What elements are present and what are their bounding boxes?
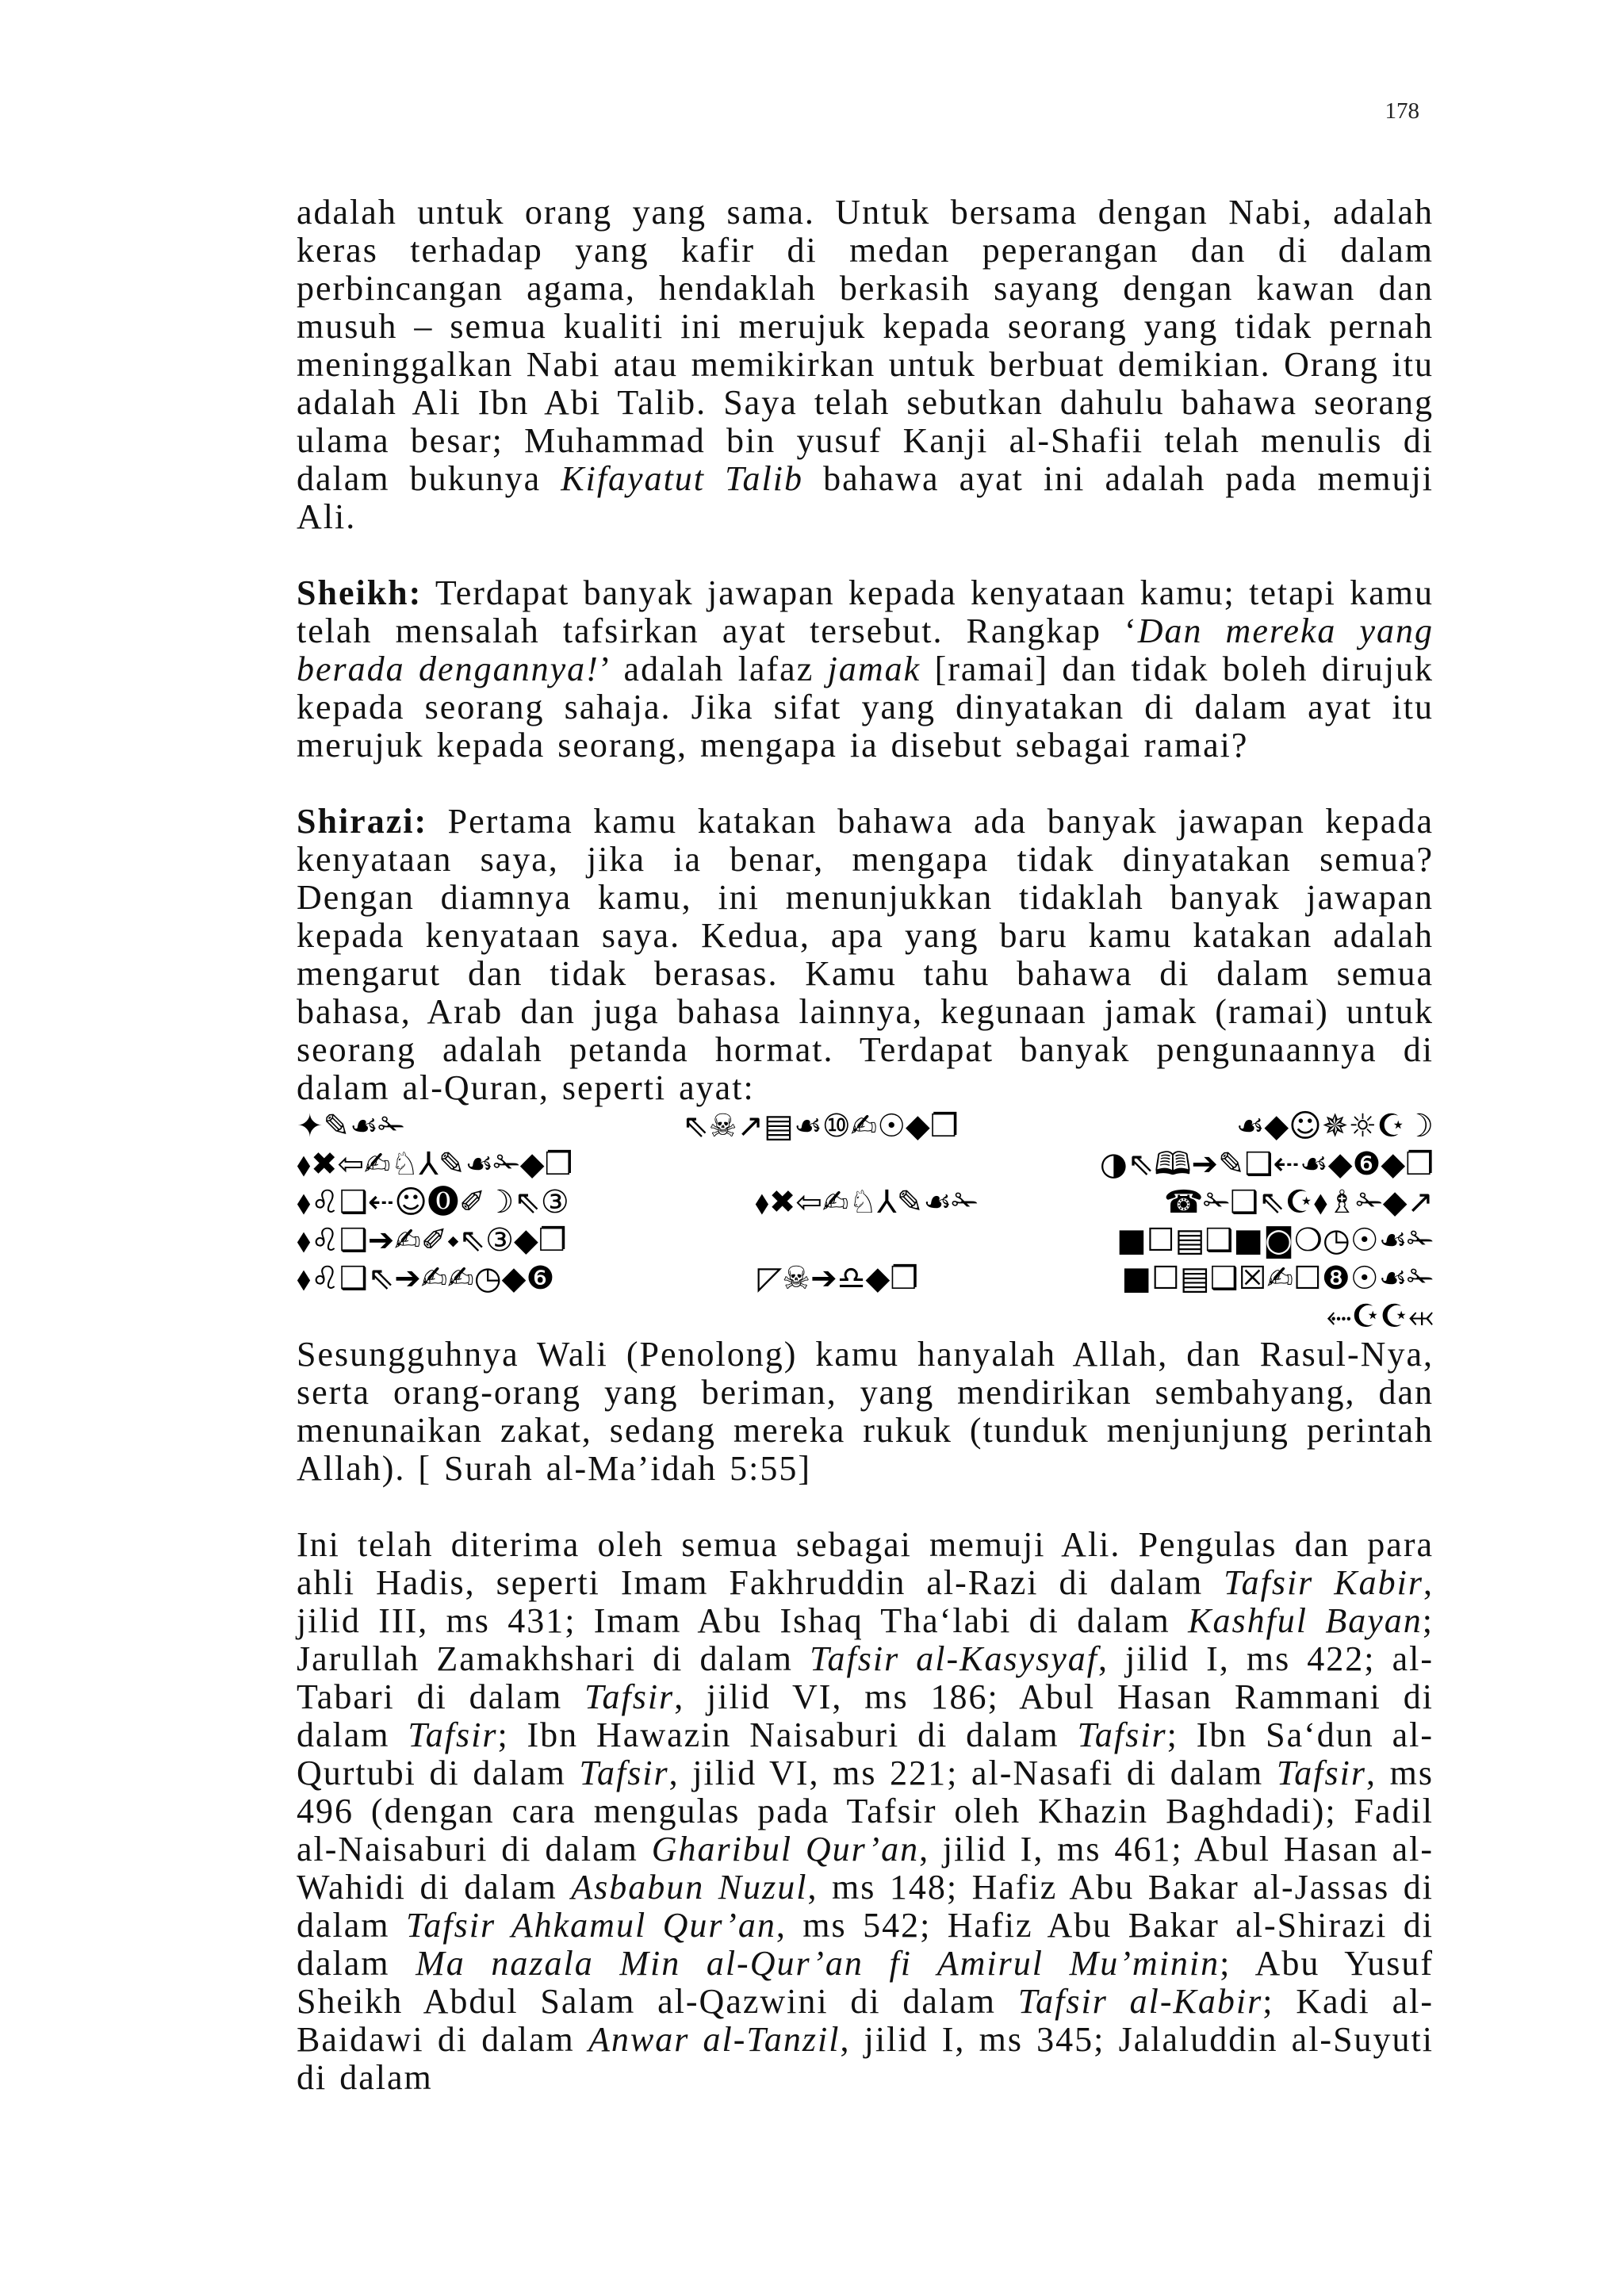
arabic-line: ⬸☪☪⬹ xyxy=(1326,1298,1434,1335)
paragraph-continuation: adalah untuk orang yang sama. Untuk bersama dengan Nabi, adalah keras terhadap yang kafir di medan peperangan dan di dalam perbincangan agama, hendaklah berkasih sayang dengan kawan dan musuh – semua kualiti ini merujuk kepada seorang yang tidak pernah meninggalkan Nabi atau memikirkan untuk berbuat demikian. Orang itu adalah Ali Ibn Abi Talib. Saya telah sebutkan dahulu bahawa seorang ulama besar; Muhammad bin yusuf Kanji al-Shafii telah menulis di dalam bukunya Kifayatut Talib bahawa ayat ini adalah pada memuji Ali. xyxy=(297,193,1434,536)
book-title: Ma nazala Min al-Qur’an fi Amirul Mu’minin xyxy=(416,1944,1220,1983)
speaker-label: Shirazi: xyxy=(297,802,428,841)
book-title: Tafsir al-Kasysyaf xyxy=(810,1639,1099,1678)
page-body xyxy=(297,194,1434,2097)
book-title: Tafsir al-Kabir xyxy=(1017,1982,1263,2021)
book-title: Asbabun Nuzul xyxy=(571,1868,808,1907)
verse-translation: Sesungguhnya Wali (Penolong) kamu hanyalah Allah, dan Rasul-Nya, serta orang-orang yang beriman, yang mendirikan sembahyang, dan menunaikan zakat, sedang mereka rukuk (tunduk menjunjung perintah Allah). [ Surah al-Ma’idah 5:55] xyxy=(297,1335,1434,1488)
arabic-line: ✦✎☙✁ ⇖☠↗▤☙⑩✍☉◆❐ ☙◆☺✵☼☪☽ xyxy=(297,1108,1434,1144)
book-title: Tafsir xyxy=(408,1715,498,1754)
speaker-label: Sheikh: xyxy=(297,573,423,612)
book-title: Tafsir xyxy=(1077,1715,1167,1754)
arabic-line: ⬧♌❑⇖➔✍✍◷◆❻ ◸☠➔♎◆❐ ■☐▤❑☒✍☐❽☉☙✁ xyxy=(297,1260,1434,1297)
book-title: Kifayatut Talib xyxy=(561,459,804,498)
book-title: Tafsir xyxy=(1276,1754,1367,1792)
arabic-line: ⬧♌❑⇠☺⓿✐☽⇖③ ⬧✖⇦✍♘⅄✎☙✁ ☎✁❑⇖☪⬧♗✁◆↗ xyxy=(297,1184,1434,1221)
arabic-line: ⬧♌❑➔✍✐⬩⇖③◆❐ ■☐▤❑■◙❍◷☉☙✁ xyxy=(297,1222,1434,1259)
book-title: Tafsir xyxy=(579,1754,669,1792)
shirazi-paragraph: Shirazi: Pertama kamu katakan bahawa ada banyak jawapan kepada kenyataan saya, jika ia benar, mengapa tidak dinyatakan semua? Dengan diamnya kamu, ini menunjukkan tidaklah banyak jawapan kepada kenyataan saya. Kedua, apa yang baru kamu katakan adalah mengarut dan tidak berasas. Kamu tahu bahawa di dalam semua bahasa, Arab dan juga bahasa lainnya, kegunaan jamak (ramai) untuk seorang adalah petanda hormat. Terdapat banyak pengunaannya di dalam al-Quran, seperti ayat: xyxy=(297,802,1434,1107)
page-number: 178 xyxy=(1385,98,1419,124)
book-title: Tafsir Ahkamul Qur’an xyxy=(405,1906,776,1945)
book-title: Tafsir xyxy=(584,1677,675,1716)
book-title: Anwar al-Tanzil xyxy=(588,2020,841,2059)
quoted-phrase: Dan mereka yang berada dengannya! xyxy=(297,611,1434,688)
book-title: Tafsir Kabir xyxy=(1224,1563,1423,1602)
term: jamak xyxy=(827,650,921,688)
commentators-paragraph: Ini telah diterima oleh semua sebagai memuji Ali. Pengulas dan para ahli Hadis, seperti Imam Fakhruddin al-Razi di dalam Tafsir Kabir, jilid III, ms 431; Imam Abu Ishaq Tha‘labi di dalam Kashful Bayan; Jarullah Zamakhshari di dalam Tafsir al-Kasysyaf, jilid I, ms 422; al-Tabari di dalam Tafsir, jilid VI, ms 186; Abul Hasan Rammani di dalam Tafsir; Ibn Hawazin Naisaburi di dalam Tafsir; Ibn Sa‘dun al-Qurtubi di dalam Tafsir, jilid VI, ms 221; al-Nasafi di dalam Tafsir, ms 496 (dengan cara mengulas pada Tafsir oleh Khazin Baghdadi); Fadil al-Naisaburi di dalam Gharibul Qur’an, jilid I, ms 461; Abul Hasan al-Wahidi di dalam Asbabun Nuzul, ms 148; Hafiz Abu Bakar al-Jassas di dalam Tafsir Ahkamul Qur’an, ms 542; Hafiz Abu Bakar al-Shirazi di dalam Ma nazala Min al-Qur’an fi Amirul Mu’minin; Abu Yusuf Sheikh Abdul Salam al-Qazwini di dalam Tafsir al-Kabir; Kadi al-Baidawi di dalam Anwar al-Tanzil, jilid I, ms 345; Jalaluddin al-Suyuti di dalam xyxy=(297,1525,1434,2097)
book-title: Gharibul Qur’an xyxy=(651,1830,920,1869)
arabic-verse xyxy=(297,1107,1434,1336)
arabic-line: ⬧✖⇦✍♘⅄✎☙✁◆❐ ◑⇖🕮➔✎❑⇠☙◆❻◆❐ xyxy=(297,1146,1434,1182)
sheikh-paragraph: Sheikh: Terdapat banyak jawapan kepada kenyataan kamu; tetapi kamu telah mensalah tafsirkan ayat tersebut. Rangkap ‘Dan mereka yang berada dengannya!’ adalah lafaz jamak [ramai] dan tidak boleh dirujuk kepada seorang sahaja. Jika sifat yang dinyatakan di dalam ayat itu merujuk kepada seorang, mengapa ia disebut sebagai ramai? xyxy=(297,573,1434,765)
book-title: Kashful Bayan xyxy=(1188,1601,1423,1640)
